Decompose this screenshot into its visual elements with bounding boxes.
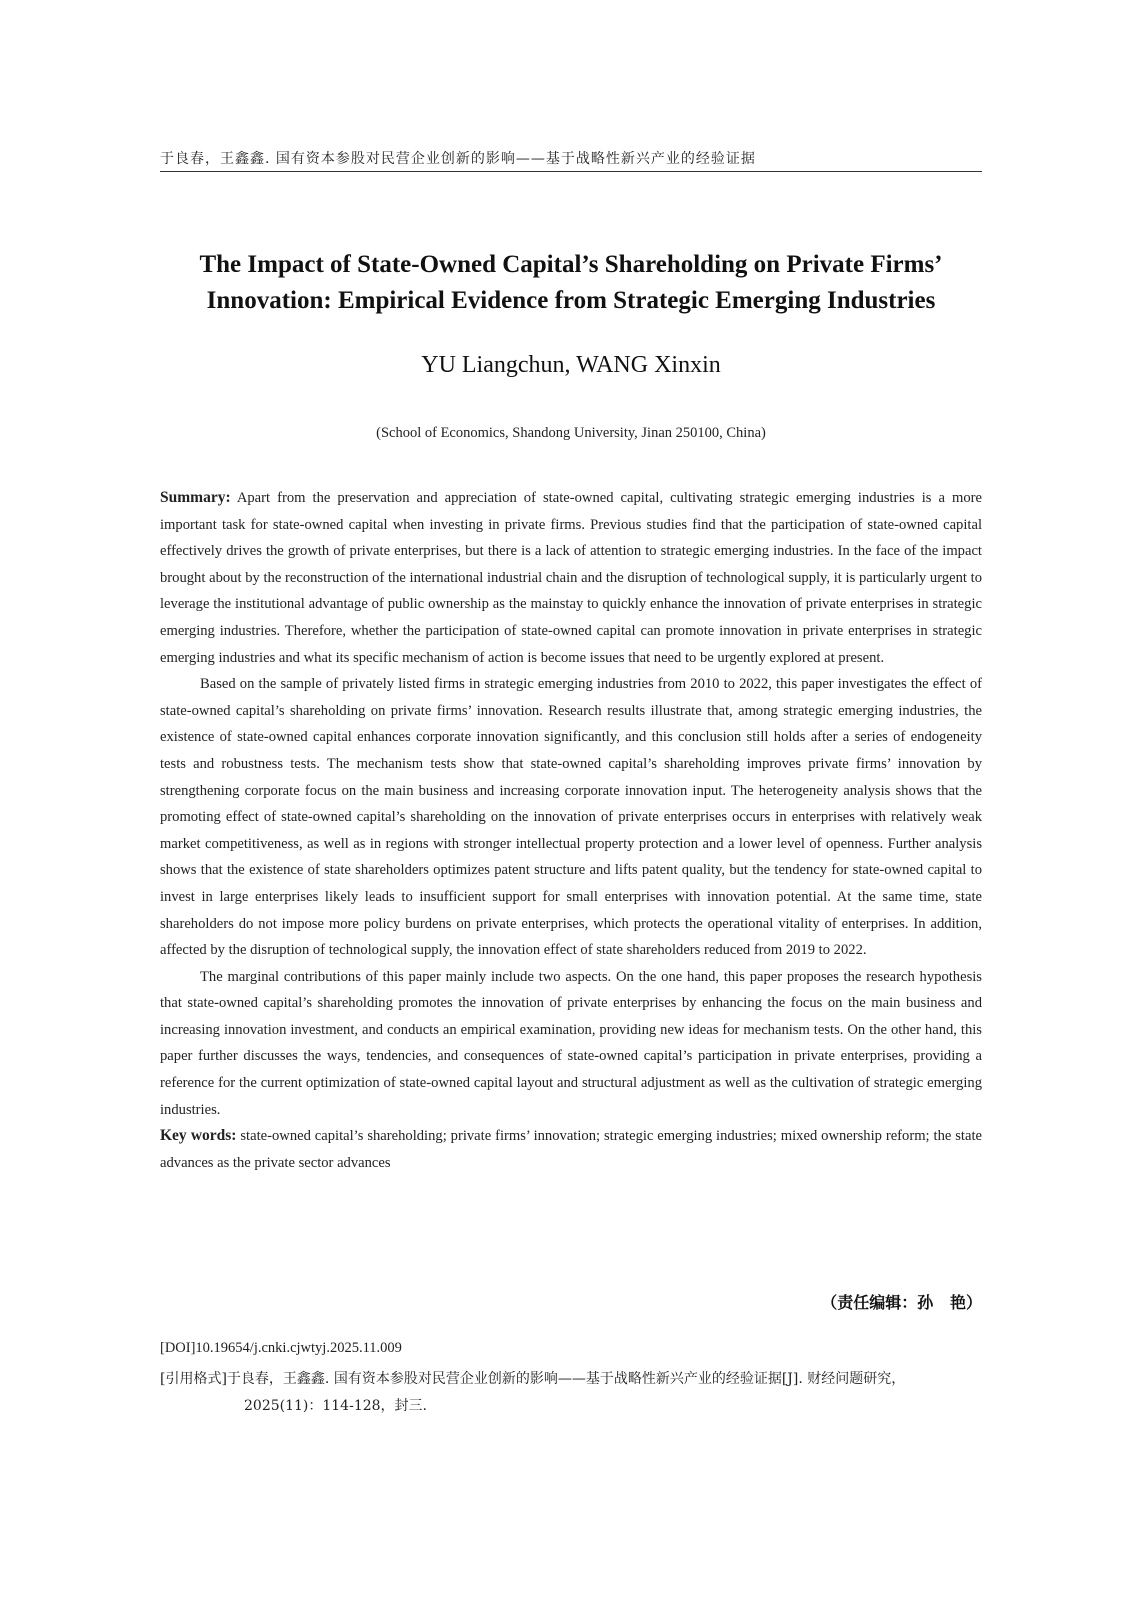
paper-title <box>160 247 982 319</box>
paper-title-line-2: Innovation: Empirical Evidence from Strategic Emerging Industries <box>206 287 936 314</box>
running-header: 于良春，王鑫鑫. 国有资本参股对民营企业创新的影响——基于战略性新兴产业的经验证据 <box>160 151 756 167</box>
authors: YU Liangchun, WANG Xinxin <box>421 352 721 378</box>
summary-label: Summary: <box>160 489 231 506</box>
summary-paragraph-1 <box>160 485 982 671</box>
summary-paragraph-2: Based on the sample of privately listed firms in strategic emerging industries from 2010 to 2022, this paper investigates the effect of state-owned capital’s shareholding on private firms’ innovation. Research results illustrate that, among strategic emerging industries, the existence of state-owned capital enhances corporate innovation significantly, and this conclusion still holds after a series of endogeneity tests and robustness tests. The mechanism tests show that state-owned capital’s shareholding improves private firms’ innovation by strengthening corporate focus on the main business and increasing corporate innovation input. The heterogeneity analysis shows that the promoting effect of state-owned capital’s shareholding on the innovation of private enterprises occurs in enterprises with relatively weak market competitiveness, as well as in regions with stronger intellectual property protection and a lower level of openness. Further analysis shows that the existence of state shareholders optimizes patent structure and lifts patent quality, but the tendency for state-owned capital to invest in large enterprises likely leads to insufficient support for small enterprises with innovation potential. At the same time, state shareholders do not impose more policy burdens on private enterprises, which protects the operational vitality of enterprises. In addition, affected by the disruption of technological supply, the innovation effect of state shareholders reduced from 2019 to 2022. <box>160 676 982 959</box>
affiliation: (School of Economics, Shandong University, Jinan 250100, China) <box>376 425 766 441</box>
paper-title-line-1: The Impact of State-Owned Capital’s Shareholding on Private Firms’ <box>199 251 943 278</box>
responsible-editor: （责任编辑：孙 艳） <box>821 1293 982 1312</box>
abstract <box>160 485 982 1176</box>
doi: [DOI]10.19654/j.cnki.cjwtyj.2025.11.009 <box>160 1340 402 1356</box>
citation-format: [引用格式]于良春，王鑫鑫. 国有资本参股对民营企业创新的影响——基于战略性新兴产业的经验证据[J]. 财经问题研究，2025(11)：114-128，封三. <box>160 1371 906 1414</box>
summary-paragraph-3: The marginal contributions of this paper mainly include two aspects. On the one hand, this paper proposes the research hypothesis that state-owned capital’s shareholding promotes the innovation of private enterprises by enhancing the focus on the main business and increasing innovation investment, and conducts an empirical examination, providing new ideas for mechanism tests. On the other hand, this paper further discusses the ways, tendencies, and consequences of state-owned capital’s participation in private enterprises, providing a reference for the current optimization of state-owned capital layout and structural adjustment as well as the cultivation of strategic emerging industries. <box>160 968 982 1118</box>
summary-text-1: Apart from the preservation and appreciation of state-owned capital, cultivating strategic emerging industries is a more important task for state-owned capital when investing in private firms. Previous studies find that the participation of state-owned capital effectively drives the growth of private enterprises, but there is a lack of attention to strategic emerging industries. In the face of the impact brought about by the reconstruction of the international industrial chain and the disruption of technological supply, it is particularly urgent to leverage the institutional advantage of public ownership as the mainstay to quickly enhance the innovation of private enterprises in strategic emerging industries. Therefore, whether the participation of state-owned capital can promote innovation in private enterprises in strategic emerging industries and what its specific mechanism of action is become issues that need to be urgently explored at present. <box>160 490 982 666</box>
keywords-label: Key words: <box>160 1127 237 1145</box>
header-divider <box>160 171 982 172</box>
keywords <box>160 1123 982 1176</box>
keywords-text: state-owned capital’s shareholding; private firms’ innovation; strategic emerging industries; mixed ownership reform; the state advances as the private sector advances <box>160 1128 982 1171</box>
